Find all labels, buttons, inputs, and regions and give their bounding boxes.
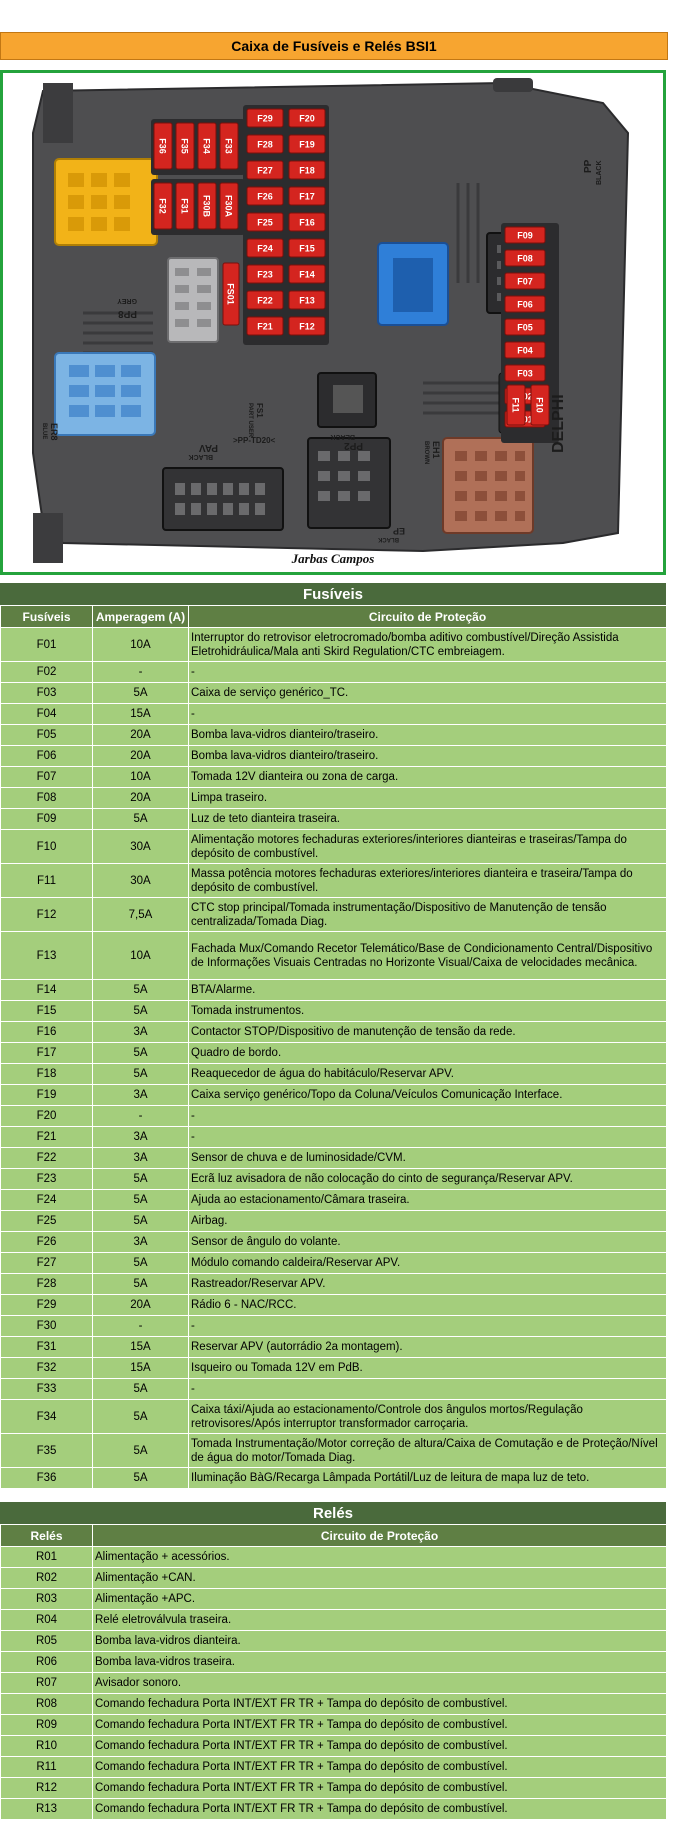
table-row bbox=[1, 1694, 667, 1715]
table-row bbox=[1, 1736, 667, 1757]
relay-id: R12 bbox=[1, 1778, 93, 1799]
fuse-circuit: Limpa traseiro. bbox=[189, 788, 667, 809]
fuse-f29 bbox=[247, 109, 283, 127]
fuse-circuit: - bbox=[189, 1106, 667, 1127]
fuse-f07 bbox=[505, 273, 545, 289]
fuse-id: F06 bbox=[1, 746, 93, 767]
relay-circuit: Bomba lava-vidros dianteira. bbox=[93, 1631, 667, 1652]
fuse-amperage: 15A bbox=[93, 704, 189, 725]
label-pav-sub: BLACK bbox=[188, 453, 213, 460]
relay-table bbox=[0, 1524, 667, 1820]
fuse-id: F13 bbox=[1, 932, 93, 980]
fuse-circuit: Caixa serviço genérico/Topo da Coluna/Veículos Comunicação Interface. bbox=[189, 1085, 667, 1106]
fuse-f05 bbox=[505, 319, 545, 335]
fuse-amperage: 5A bbox=[93, 1190, 189, 1211]
table-row bbox=[1, 898, 667, 932]
fuse-f20 bbox=[289, 109, 325, 127]
svg-text:F19: F19 bbox=[299, 139, 315, 150]
fuse-f22 bbox=[247, 291, 283, 309]
table-row bbox=[1, 932, 667, 980]
svg-text:F13: F13 bbox=[299, 295, 315, 306]
fuse-f10 bbox=[531, 385, 549, 425]
fuse-circuit: - bbox=[189, 1127, 667, 1148]
fuse-circuit: - bbox=[189, 704, 667, 725]
svg-text:F32: F32 bbox=[157, 198, 168, 214]
table-row bbox=[1, 809, 667, 830]
fuse-circuit: Contactor STOP/Dispositivo de manutenção de tensão da rede. bbox=[189, 1022, 667, 1043]
label-pp8-sub: GREY bbox=[117, 297, 137, 304]
fuse-circuit: Massa potência motores fechaduras exteriores/interiores dianteira e traseira/Tampa do depósito de combustível. bbox=[189, 864, 667, 898]
svg-text:F29: F29 bbox=[257, 113, 273, 124]
brand-logo-text: DELPHI bbox=[550, 394, 567, 453]
table-row bbox=[1, 864, 667, 898]
fuse-f19 bbox=[289, 135, 325, 153]
fuse-circuit: Caixa de serviço genérico_TC. bbox=[189, 683, 667, 704]
fuse-circuit: Módulo comando caldeira/Reservar APV. bbox=[189, 1253, 667, 1274]
fuse-circuit: Sensor de chuva e de luminosidade/CVM. bbox=[189, 1148, 667, 1169]
table-row bbox=[1, 1127, 667, 1148]
section-title-reles: Relés bbox=[0, 1502, 666, 1524]
label-er8-sub: BLUE bbox=[41, 423, 47, 440]
svg-text:F30B: F30B bbox=[201, 194, 212, 218]
table-row bbox=[1, 1274, 667, 1295]
fuse-id: F34 bbox=[1, 1400, 93, 1434]
table-row bbox=[1, 1778, 667, 1799]
fuse-amperage: 5A bbox=[93, 1434, 189, 1468]
relay-circuit: Comando fechadura Porta INT/EXT FR TR + Tampa do depósito de combustível. bbox=[93, 1736, 667, 1757]
fuse-amperage: 5A bbox=[93, 1253, 189, 1274]
fuse-amperage: - bbox=[93, 1106, 189, 1127]
relay-id: R06 bbox=[1, 1652, 93, 1673]
fuse-circuit: Reservar APV (autorrádio 2a montagem). bbox=[189, 1337, 667, 1358]
svg-text:F17: F17 bbox=[299, 191, 315, 202]
fuse-amperage: 3A bbox=[93, 1127, 189, 1148]
table-row bbox=[1, 830, 667, 864]
fuse-amperage: 3A bbox=[93, 1232, 189, 1253]
label-ep-sub: BLACK bbox=[378, 536, 399, 542]
fuse-id: F11 bbox=[1, 864, 93, 898]
fuse-f30b bbox=[198, 183, 216, 229]
table-row bbox=[1, 1022, 667, 1043]
fuse-f32 bbox=[154, 183, 172, 229]
table-row bbox=[1, 1295, 667, 1316]
table-row bbox=[1, 1043, 667, 1064]
label-fs1: FS1 bbox=[255, 403, 264, 418]
fuse-id: F02 bbox=[1, 662, 93, 683]
fuse-f21 bbox=[247, 317, 283, 335]
svg-text:F28: F28 bbox=[257, 139, 273, 150]
relay-circuit: Alimentação + acessórios. bbox=[93, 1547, 667, 1568]
svg-text:F12: F12 bbox=[299, 321, 315, 332]
fuse-f08 bbox=[505, 250, 545, 266]
fuse-f31 bbox=[176, 183, 194, 229]
table-row bbox=[1, 1253, 667, 1274]
svg-text:F24: F24 bbox=[257, 243, 273, 254]
relay-circuit: Comando fechadura Porta INT/EXT FR TR + Tampa do depósito de combustível. bbox=[93, 1757, 667, 1778]
fuse-id: F04 bbox=[1, 704, 93, 725]
fuse-amperage: 20A bbox=[93, 788, 189, 809]
fuse-amperage: 5A bbox=[93, 1211, 189, 1232]
fuse-f36 bbox=[154, 123, 172, 169]
section-title-fusiveis: Fusíveis bbox=[0, 583, 666, 605]
fuse-circuit: Fachada Mux/Comando Recetor Telemático/Base de Condicionamento Central/Dispositivo de Informações Visuais Centradas no Horizonte Visual/Caixa de velocidades mecânica. bbox=[189, 932, 667, 980]
svg-text:F15: F15 bbox=[299, 243, 315, 254]
relay-id: R07 bbox=[1, 1673, 93, 1694]
fuse-id: F03 bbox=[1, 683, 93, 704]
svg-text:F06: F06 bbox=[517, 299, 533, 310]
pav-connector bbox=[163, 468, 283, 530]
table-row bbox=[1, 1568, 667, 1589]
table-row bbox=[1, 704, 667, 725]
fuse-amperage: 30A bbox=[93, 864, 189, 898]
relay-circuit: Comando fechadura Porta INT/EXT FR TR + Tampa do depósito de combustível. bbox=[93, 1799, 667, 1820]
label-pp2-sub: BLACK bbox=[330, 433, 355, 440]
table-row bbox=[1, 1589, 667, 1610]
table-row bbox=[1, 1211, 667, 1232]
fuse-id: F14 bbox=[1, 980, 93, 1001]
relay-circuit: Alimentação +CAN. bbox=[93, 1568, 667, 1589]
fuse-id: F16 bbox=[1, 1022, 93, 1043]
table-row bbox=[1, 1001, 667, 1022]
svg-text:F09: F09 bbox=[517, 230, 533, 241]
table-row bbox=[1, 746, 667, 767]
fuse-f16 bbox=[289, 213, 325, 231]
fuse-id: F33 bbox=[1, 1379, 93, 1400]
relay-id: R10 bbox=[1, 1736, 93, 1757]
fuse-f24 bbox=[247, 239, 283, 257]
fuse-circuit: Tomada 12V dianteira ou zona de carga. bbox=[189, 767, 667, 788]
fuse-f04 bbox=[505, 342, 545, 358]
fuse-amperage: 5A bbox=[93, 683, 189, 704]
fuse-circuit: Reaquecedor de água do habitáculo/Reservar APV. bbox=[189, 1064, 667, 1085]
fuse-amperage: 5A bbox=[93, 809, 189, 830]
table-row bbox=[1, 1715, 667, 1736]
table-row bbox=[1, 1064, 667, 1085]
fuse-box-photo bbox=[0, 70, 666, 575]
table-row bbox=[1, 1379, 667, 1400]
fuse-amperage: 20A bbox=[93, 746, 189, 767]
fuse-circuit: Bomba lava-vidros dianteiro/traseiro. bbox=[189, 725, 667, 746]
svg-text:F18: F18 bbox=[299, 165, 315, 176]
fuse-circuit: - bbox=[189, 1316, 667, 1337]
fuse-id: F05 bbox=[1, 725, 93, 746]
header-relay-circuit: Circuito de Proteção bbox=[93, 1525, 667, 1547]
fuse-amperage: 5A bbox=[93, 1001, 189, 1022]
relay-id: R08 bbox=[1, 1694, 93, 1715]
fuse-amperage: 15A bbox=[93, 1358, 189, 1379]
fuse-amperage: 5A bbox=[93, 1468, 189, 1489]
fuse-circuit: Sensor de ângulo do volante. bbox=[189, 1232, 667, 1253]
fuse-f23 bbox=[247, 265, 283, 283]
table-row bbox=[1, 1547, 667, 1568]
table-row bbox=[1, 1106, 667, 1127]
fuse-id: F19 bbox=[1, 1085, 93, 1106]
fuse-amperage: 10A bbox=[93, 767, 189, 788]
fuse-circuit: Interruptor do retrovisor eletrocromado/bomba aditivo combustível/Direção Assistida Eletrohidráulica/Mala anti Skird Regulation/CTC embreiagem. bbox=[189, 628, 667, 662]
fuse-id: F21 bbox=[1, 1127, 93, 1148]
fuse-id: F12 bbox=[1, 898, 93, 932]
fuse-f33 bbox=[220, 123, 238, 169]
fuse-id: F27 bbox=[1, 1253, 93, 1274]
fuse-f35 bbox=[176, 123, 194, 169]
table-row bbox=[1, 628, 667, 662]
fuse-circuit: Iluminação BàG/Recarga Lâmpada Portátil/Luz de leitura de mapa luz de teto. bbox=[189, 1468, 667, 1489]
svg-text:F20: F20 bbox=[299, 113, 315, 124]
fuse-circuit: - bbox=[189, 662, 667, 683]
header-fuse: Fusíveis bbox=[1, 606, 93, 628]
label-er8: ER8 bbox=[49, 423, 59, 441]
fuse-circuit: Tomada Instrumentação/Motor correção de altura/Caixa de Comutação e de Proteção/Nível de água do motor/Tomada Diag. bbox=[189, 1434, 667, 1468]
fuse-table bbox=[0, 605, 667, 1489]
page-title: Caixa de Fusíveis e Relés BSI1 bbox=[0, 32, 668, 60]
relay-circuit: Comando fechadura Porta INT/EXT FR TR + Tampa do depósito de combustível. bbox=[93, 1694, 667, 1715]
fuse-amperage: 5A bbox=[93, 1379, 189, 1400]
fuse-amperage: 3A bbox=[93, 1022, 189, 1043]
svg-text:F35: F35 bbox=[179, 138, 190, 154]
table-row bbox=[1, 767, 667, 788]
fuse-circuit: Quadro de bordo. bbox=[189, 1043, 667, 1064]
table-row bbox=[1, 1169, 667, 1190]
label-fs1-sub: PART USER bbox=[247, 403, 253, 438]
fuse-id: F07 bbox=[1, 767, 93, 788]
fuse-circuit: BTA/Alarme. bbox=[189, 980, 667, 1001]
fuse-circuit: Luz de teto dianteira traseira. bbox=[189, 809, 667, 830]
fuse-box-illustration bbox=[3, 73, 663, 572]
svg-text:F11: F11 bbox=[510, 397, 521, 413]
fuse-circuit: Rádio 6 - NAC/RCC. bbox=[189, 1295, 667, 1316]
table-row bbox=[1, 1316, 667, 1337]
header-amp: Amperagem (A) bbox=[93, 606, 189, 628]
fuse-amperage: 7,5A bbox=[93, 898, 189, 932]
relay-id: R03 bbox=[1, 1589, 93, 1610]
fuse-f11 bbox=[507, 385, 525, 425]
label-pp-td20: >PP-TD20< bbox=[233, 436, 276, 445]
fuse-id: F08 bbox=[1, 788, 93, 809]
fuse-id: F32 bbox=[1, 1358, 93, 1379]
relay-circuit: Comando fechadura Porta INT/EXT FR TR + Tampa do depósito de combustível. bbox=[93, 1715, 667, 1736]
label-eh1-sub: BROWN bbox=[423, 441, 429, 465]
fuse-circuit: Caixa táxi/Ajuda ao estacionamento/Controle dos ângulos mortos/Regulação retrovisores/Após interruptor transformador carroçaria. bbox=[189, 1400, 667, 1434]
svg-text:F34: F34 bbox=[201, 138, 212, 154]
fuse-id: F30 bbox=[1, 1316, 93, 1337]
label-eh1: EH1 bbox=[431, 441, 441, 459]
svg-text:F31: F31 bbox=[179, 198, 190, 214]
fuse-f28 bbox=[247, 135, 283, 153]
fuse-f17 bbox=[289, 187, 325, 205]
table-row bbox=[1, 1631, 667, 1652]
fuse-id: F17 bbox=[1, 1043, 93, 1064]
fuse-id: F36 bbox=[1, 1468, 93, 1489]
table-row bbox=[1, 1673, 667, 1694]
svg-text:F16: F16 bbox=[299, 217, 315, 228]
table-row bbox=[1, 725, 667, 746]
fuse-amperage: 20A bbox=[93, 1295, 189, 1316]
relay-circuit: Avisador sonoro. bbox=[93, 1673, 667, 1694]
fuse-amperage: 10A bbox=[93, 628, 189, 662]
relay-circuit: Relé eletroválvula traseira. bbox=[93, 1610, 667, 1631]
label-pav: PAV bbox=[198, 442, 218, 453]
svg-text:F27: F27 bbox=[257, 165, 273, 176]
relay-id: R11 bbox=[1, 1757, 93, 1778]
fuse-amperage: 5A bbox=[93, 1169, 189, 1190]
relay-circuit: Comando fechadura Porta INT/EXT FR TR + Tampa do depósito de combustível. bbox=[93, 1778, 667, 1799]
fuse-fs01 bbox=[223, 263, 239, 325]
fuse-circuit: Isqueiro ou Tomada 12V em PdB. bbox=[189, 1358, 667, 1379]
table-row bbox=[1, 1085, 667, 1106]
fuse-amperage: 3A bbox=[93, 1085, 189, 1106]
svg-text:F07: F07 bbox=[517, 276, 533, 287]
fuse-f06 bbox=[505, 296, 545, 312]
fuse-amperage: 3A bbox=[93, 1148, 189, 1169]
svg-text:F04: F04 bbox=[517, 345, 533, 356]
svg-text:F26: F26 bbox=[257, 191, 273, 202]
relay-id: R09 bbox=[1, 1715, 93, 1736]
relay-circuit: Alimentação +APC. bbox=[93, 1589, 667, 1610]
relay-id: R05 bbox=[1, 1631, 93, 1652]
table-row bbox=[1, 1232, 667, 1253]
fuse-circuit: CTC stop principal/Tomada instrumentação/Dispositivo de Manutenção de tensão centralizada/Tomada Diag. bbox=[189, 898, 667, 932]
fuse-f12 bbox=[289, 317, 325, 335]
table-row bbox=[1, 1468, 667, 1489]
fuse-id: F29 bbox=[1, 1295, 93, 1316]
fuse-amperage: 5A bbox=[93, 1043, 189, 1064]
fuse-id: F15 bbox=[1, 1001, 93, 1022]
fuse-circuit: Bomba lava-vidros dianteiro/traseiro. bbox=[189, 746, 667, 767]
fuse-amperage: 30A bbox=[93, 830, 189, 864]
fuse-f03 bbox=[505, 365, 545, 381]
fuse-id: F25 bbox=[1, 1211, 93, 1232]
svg-text:F22: F22 bbox=[257, 295, 273, 306]
fuse-circuit: - bbox=[189, 1379, 667, 1400]
fuse-circuit: Tomada instrumentos. bbox=[189, 1001, 667, 1022]
fuse-id: F31 bbox=[1, 1337, 93, 1358]
svg-text:F05: F05 bbox=[517, 322, 533, 333]
svg-text:F36: F36 bbox=[157, 138, 168, 154]
fuse-f15 bbox=[289, 239, 325, 257]
relay-id: R02 bbox=[1, 1568, 93, 1589]
svg-text:F33: F33 bbox=[223, 138, 234, 154]
table-row bbox=[1, 1610, 667, 1631]
fuse-amperage: 5A bbox=[93, 1064, 189, 1085]
label-pp8: PP8 bbox=[118, 308, 137, 319]
header-circuit: Circuito de Proteção bbox=[189, 606, 667, 628]
fuse-id: F09 bbox=[1, 809, 93, 830]
fuse-circuit: Ajuda ao estacionamento/Câmara traseira. bbox=[189, 1190, 667, 1211]
svg-text:F08: F08 bbox=[517, 253, 533, 264]
fuse-f18 bbox=[289, 161, 325, 179]
fuse-f13 bbox=[289, 291, 325, 309]
fuse-f34 bbox=[198, 123, 216, 169]
fuse-f09 bbox=[505, 227, 545, 243]
fuse-id: F20 bbox=[1, 1106, 93, 1127]
table-row bbox=[1, 1190, 667, 1211]
label-pp2: PP2 bbox=[344, 440, 363, 451]
fuse-amperage: 5A bbox=[93, 1274, 189, 1295]
table-row bbox=[1, 1757, 667, 1778]
table-row bbox=[1, 1358, 667, 1379]
svg-text:F14: F14 bbox=[299, 269, 315, 280]
fuse-amperage: - bbox=[93, 662, 189, 683]
relay-id: R01 bbox=[1, 1547, 93, 1568]
watermark: Jarbas Campos bbox=[291, 551, 375, 566]
label-pp-sub: BLACK bbox=[596, 160, 603, 185]
fuse-id: F22 bbox=[1, 1148, 93, 1169]
table-row bbox=[1, 980, 667, 1001]
fuse-id: F24 bbox=[1, 1190, 93, 1211]
fuse-amperage: 10A bbox=[93, 932, 189, 980]
fuse-amperage: 15A bbox=[93, 1337, 189, 1358]
header-relay: Relés bbox=[1, 1525, 93, 1547]
fuse-f26 bbox=[247, 187, 283, 205]
fuse-f14 bbox=[289, 265, 325, 283]
fuse-id: F23 bbox=[1, 1169, 93, 1190]
fuse-id: F10 bbox=[1, 830, 93, 864]
svg-text:F10: F10 bbox=[534, 397, 545, 413]
fuse-f30a bbox=[220, 183, 238, 229]
fuse-f27 bbox=[247, 161, 283, 179]
svg-text:F30A: F30A bbox=[223, 194, 234, 218]
fuse-amperage: 20A bbox=[93, 725, 189, 746]
fuse-f25 bbox=[247, 213, 283, 231]
fuse-circuit: Ecrã luz avisadora de não colocação do cinto de segurança/Reservar APV. bbox=[189, 1169, 667, 1190]
fuse-circuit: Rastreador/Reservar APV. bbox=[189, 1274, 667, 1295]
table-row bbox=[1, 788, 667, 809]
svg-text:FS01: FS01 bbox=[225, 283, 236, 305]
table-row bbox=[1, 1400, 667, 1434]
relay-circuit: Bomba lava-vidros traseira. bbox=[93, 1652, 667, 1673]
table-row bbox=[1, 1652, 667, 1673]
fuse-amperage: 5A bbox=[93, 1400, 189, 1434]
table-row bbox=[1, 683, 667, 704]
label-pp: PP bbox=[583, 159, 594, 173]
table-row bbox=[1, 1434, 667, 1468]
svg-text:F21: F21 bbox=[257, 321, 273, 332]
label-ep: EP bbox=[392, 526, 405, 536]
svg-text:F25: F25 bbox=[257, 217, 273, 228]
fuse-id: F26 bbox=[1, 1232, 93, 1253]
svg-text:F03: F03 bbox=[517, 368, 533, 379]
fuse-circuit: Airbag. bbox=[189, 1211, 667, 1232]
relay-id: R13 bbox=[1, 1799, 93, 1820]
table-row bbox=[1, 1148, 667, 1169]
svg-text:F23: F23 bbox=[257, 269, 273, 280]
fuse-circuit: Alimentação motores fechaduras exteriores/interiores dianteiras e traseiras/Tampa do depósito de combustível. bbox=[189, 830, 667, 864]
fuse-amperage: - bbox=[93, 1316, 189, 1337]
table-row bbox=[1, 1799, 667, 1820]
fuse-id: F01 bbox=[1, 628, 93, 662]
fuse-id: F35 bbox=[1, 1434, 93, 1468]
fuse-id: F28 bbox=[1, 1274, 93, 1295]
table-row bbox=[1, 1337, 667, 1358]
relay-id: R04 bbox=[1, 1610, 93, 1631]
fuse-amperage: 5A bbox=[93, 980, 189, 1001]
fuse-id: F18 bbox=[1, 1064, 93, 1085]
table-row bbox=[1, 662, 667, 683]
